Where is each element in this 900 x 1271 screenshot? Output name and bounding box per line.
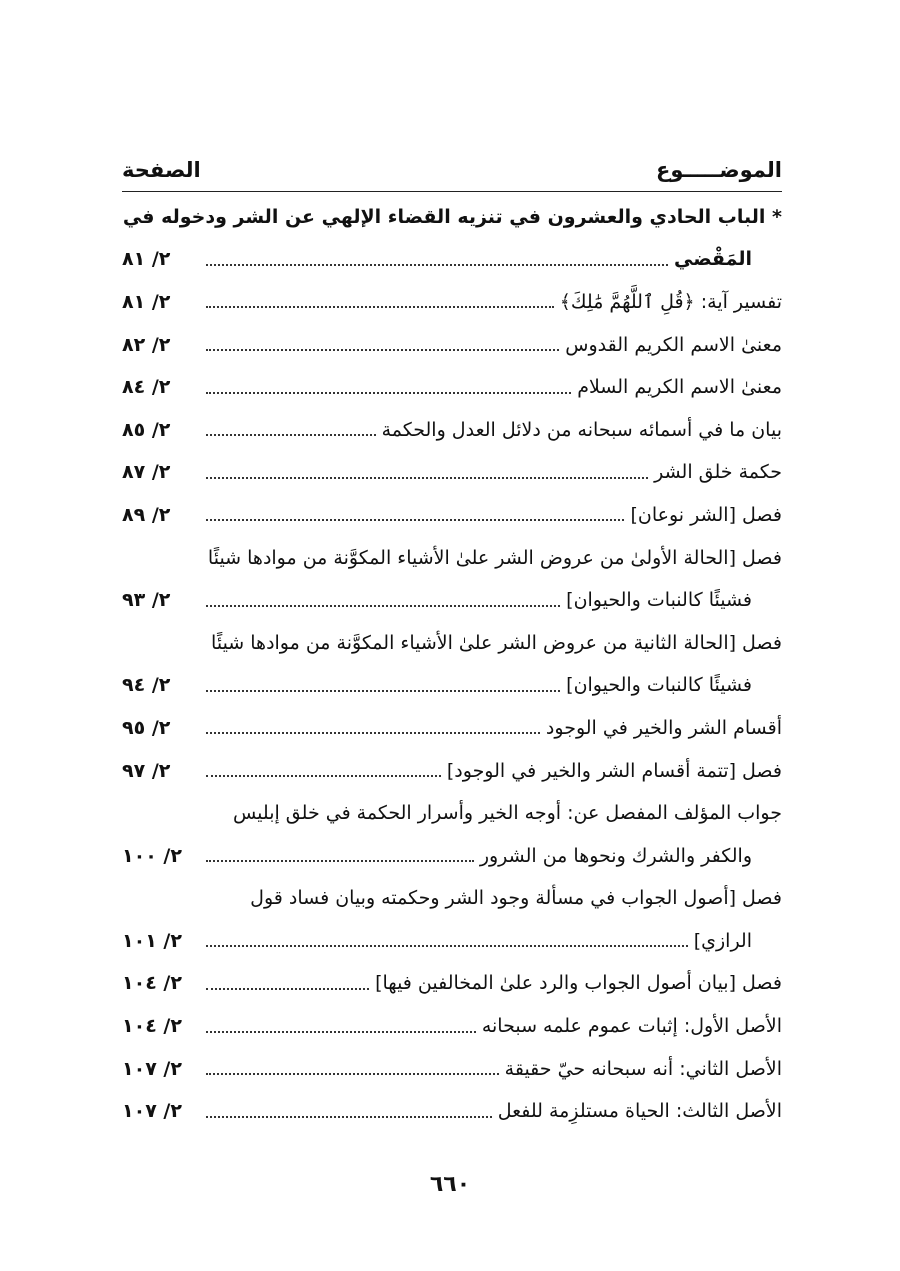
toc-entry-page: ٢/ ٩٧ bbox=[122, 759, 171, 782]
toc-entry-page: ٢/ ١٠٤ bbox=[122, 1015, 182, 1038]
toc-entry bbox=[122, 622, 782, 665]
toc-entry-page: ٢/ ١٠١ bbox=[122, 929, 182, 952]
toc-entry bbox=[122, 324, 782, 367]
toc-entry bbox=[122, 1048, 782, 1091]
dot-leader bbox=[206, 349, 559, 351]
topic-column-label: الموضـــــوع bbox=[655, 158, 782, 182]
toc-entry bbox=[122, 239, 782, 282]
dot-leader bbox=[206, 945, 688, 947]
toc-entry-title: فشيئًا كالنبات والحيوان] bbox=[566, 589, 752, 612]
toc-entry bbox=[122, 537, 782, 580]
page-column-label: الصفحة bbox=[122, 158, 201, 182]
toc-list bbox=[122, 196, 782, 1133]
toc-entry-title: والكفر والشرك ونحوها من الشرور bbox=[479, 844, 752, 867]
toc-entry-title: فصل [الحالة الثانية من عروض الشر علىٰ الأشياء المكوَّنة من موادها شيئًا bbox=[211, 631, 782, 654]
toc-entry-title: معنىٰ الاسم الكريم القدوس bbox=[565, 333, 782, 356]
toc-entry-title: الرازي] bbox=[693, 929, 752, 952]
toc-entry-page: ٢/ ١٠٤ bbox=[122, 972, 182, 995]
dot-leader bbox=[206, 988, 369, 990]
header-divider bbox=[122, 191, 782, 192]
toc-entry bbox=[122, 366, 782, 409]
toc-entry-page: ٢/ ٨٥ bbox=[122, 418, 171, 441]
dot-leader bbox=[206, 434, 376, 436]
toc-entry-page: ٢/ ٨٤ bbox=[122, 376, 171, 399]
toc-entry-title: حكمة خلق الشر bbox=[654, 461, 782, 484]
toc-entry bbox=[122, 1090, 782, 1133]
toc-entry-title: فصل [أصول الجواب في مسألة وجود الشر وحكمته وبيان فساد قول bbox=[250, 887, 782, 910]
toc-entry-page: ٢/ ٨١ bbox=[122, 248, 171, 271]
toc-entry bbox=[122, 920, 782, 963]
toc-entry bbox=[122, 409, 782, 452]
toc-entry-page: ٢/ ٨٧ bbox=[122, 461, 171, 484]
toc-entry-title: فصل [الشر نوعان] bbox=[630, 503, 782, 526]
dot-leader bbox=[206, 775, 441, 777]
toc-entry-page: ٢/ ٨٩ bbox=[122, 503, 171, 526]
toc-entry bbox=[122, 707, 782, 750]
dot-leader bbox=[206, 1073, 499, 1075]
toc-entry-title: معنىٰ الاسم الكريم السلام bbox=[577, 376, 782, 399]
toc-entry bbox=[122, 835, 782, 878]
toc-entry-title: الأصل الثاني: أنه سبحانه حيّ حقيقة bbox=[504, 1057, 782, 1080]
toc-entry-title: الأصل الثالث: الحياة مستلزِمة للفعل bbox=[497, 1100, 782, 1123]
dot-leader bbox=[206, 392, 571, 394]
toc-entry-page: ٢/ ٩٤ bbox=[122, 674, 171, 697]
toc-entry-title: فشيئًا كالنبات والحيوان] bbox=[566, 674, 752, 697]
toc-entry bbox=[122, 494, 782, 537]
toc-entry bbox=[122, 750, 782, 793]
dot-leader bbox=[206, 1116, 492, 1118]
toc-entry-page: ٢/ ٨١ bbox=[122, 290, 171, 313]
dot-leader bbox=[206, 605, 560, 607]
toc-entry bbox=[122, 665, 782, 708]
toc-entry-title: * الباب الحادي والعشرون في تنزيه القضاء الإلهي عن الشر ودخوله في bbox=[122, 205, 782, 228]
toc-entry bbox=[122, 196, 782, 239]
toc-entry-title: تفسير آية: ﴿قُلِ ٱللَّهُمَّ مَٰلِكَ﴾ bbox=[559, 290, 782, 313]
toc-entry-title: جواب المؤلف المفصل عن: أوجه الخير وأسرار الحكمة في خلق إبليس bbox=[232, 802, 782, 825]
toc-entry-title: فصل [تتمة أقسام الشر والخير في الوجود] bbox=[446, 759, 782, 782]
toc-entry-page: ٢/ ٩٥ bbox=[122, 716, 171, 739]
dot-leader bbox=[206, 690, 560, 692]
toc-entry bbox=[122, 792, 782, 835]
toc-entry-title: أقسام الشر والخير في الوجود bbox=[545, 716, 782, 739]
page-number: ٦٦٠ bbox=[429, 1172, 471, 1197]
toc-entry bbox=[122, 579, 782, 622]
dot-leader bbox=[206, 306, 554, 308]
toc-header bbox=[122, 152, 782, 188]
toc-entry-page: ٢/ ١٠٠ bbox=[122, 844, 182, 867]
toc-entry-page: ٢/ ١٠٧ bbox=[122, 1057, 182, 1080]
toc-entry bbox=[122, 878, 782, 921]
dot-leader bbox=[206, 519, 624, 521]
toc-entry bbox=[122, 281, 782, 324]
toc-entry-title: فصل [الحالة الأولىٰ من عروض الشر علىٰ الأشياء المكوَّنة من موادها شيئًا bbox=[207, 546, 782, 569]
toc-entry-title: فصل [بيان أصول الجواب والرد علىٰ المخالفين فيها] bbox=[375, 972, 782, 995]
toc-entry bbox=[122, 452, 782, 495]
toc-entry bbox=[122, 1005, 782, 1048]
dot-leader bbox=[206, 860, 474, 862]
dot-leader bbox=[206, 477, 648, 479]
toc-entry-title: بيان ما في أسمائه سبحانه من دلائل العدل والحكمة bbox=[381, 418, 782, 441]
toc-entry bbox=[122, 963, 782, 1006]
toc-entry-page: ٢/ ٨٢ bbox=[122, 333, 171, 356]
toc-entry-page: ٢/ ٩٣ bbox=[122, 589, 171, 612]
toc-entry-title: الأصل الأول: إثبات عموم علمه سبحانه bbox=[481, 1015, 782, 1038]
toc-entry-title: المَقْضي bbox=[673, 248, 752, 271]
dot-leader bbox=[206, 264, 668, 266]
dot-leader bbox=[206, 1031, 476, 1033]
dot-leader bbox=[206, 732, 540, 734]
toc-entry-page: ٢/ ١٠٧ bbox=[122, 1100, 182, 1123]
